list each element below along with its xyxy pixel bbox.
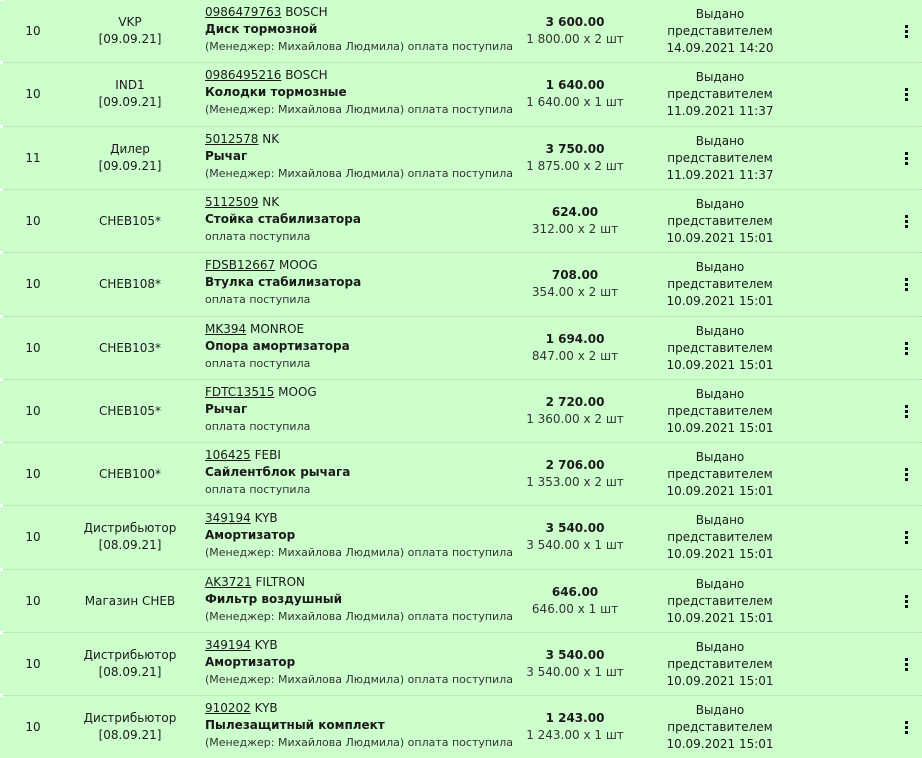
status-text: Выдано [695,133,745,148]
supplier-date: [09.09.21] [98,159,162,173]
item-brand: NK [262,132,280,146]
order-row [0,379,922,442]
item-brand: NK [262,195,280,209]
price-cell [520,127,630,189]
status-text: Выдано [695,576,745,591]
status-cell [660,127,780,189]
status-cell [660,380,780,442]
status-cell [660,317,780,379]
item-article-line [205,447,505,464]
article-code-link[interactable]: 5012578 [205,132,259,146]
status-text: представителем [667,23,773,38]
item-article-line [205,131,505,148]
order-quantity: 10 [25,404,41,418]
status-date: 10.09.2021 15:01 [666,546,774,561]
supplier-cell [80,443,180,505]
order-quantity-cell [0,63,66,125]
status-text: Выдано [695,639,745,654]
item-brand: MOOG [279,258,318,272]
supplier-cell [80,63,180,125]
supplier-name: Дистрибьютор [83,711,177,725]
item-article-line [205,384,505,401]
supplier-name: CHEB100* [98,466,162,481]
price-cell [520,380,630,442]
order-quantity-cell [0,190,66,252]
item-note: (Менеджер: Михайлова Людмила) оплата поступила [205,103,513,116]
order-quantity-cell [0,253,66,315]
item-note: оплата поступила [205,230,311,243]
status-text: Выдано [695,702,745,717]
status-date: 10.09.2021 15:01 [666,293,774,308]
order-row [0,569,922,632]
price-unit: 3 540.00 x 1 шт [526,538,624,552]
supplier-name: CHEB105* [98,213,162,228]
price-unit: 847.00 x 2 шт [531,349,619,363]
order-row [0,695,922,758]
price-cell [520,633,630,695]
price-cell [520,506,630,568]
status-cell [660,253,780,315]
row-menu-button[interactable] [896,570,916,632]
item-brand: BOSCH [285,68,328,82]
order-quantity-cell [0,633,66,695]
item-name: Диск тормозной [205,22,318,36]
order-quantity-cell [0,380,66,442]
supplier-name: CHEB108* [98,276,162,291]
more-vertical-icon [905,88,908,101]
price-total: 3 540.00 [545,521,605,535]
item-cell [205,447,505,498]
order-quantity-cell [0,506,66,568]
price-unit: 354.00 x 2 шт [531,285,619,299]
item-cell [205,637,513,688]
item-note: (Менеджер: Михайлова Людмила) оплата поступила [205,610,513,623]
item-cell [205,384,505,435]
status-cell [660,63,780,125]
more-vertical-icon [905,405,908,418]
supplier-cell [80,0,180,62]
supplier-name: Дилер [110,142,150,156]
row-menu-button[interactable] [896,190,916,252]
status-text: представителем [667,466,773,481]
supplier-cell [80,506,180,568]
status-cell [660,570,780,632]
more-vertical-icon [905,721,908,734]
item-article-line [205,67,505,84]
price-unit: 1 800.00 x 2 шт [526,32,624,46]
price-unit: 646.00 x 1 шт [531,602,619,616]
price-total: 2 720.00 [545,395,605,409]
item-name: Амортизатор [205,528,296,542]
item-cell [205,131,513,182]
row-menu-button[interactable] [896,443,916,505]
supplier-name: Дистрибьютор [83,648,177,662]
status-text: Выдано [695,6,745,21]
status-text: Выдано [695,323,745,338]
status-date: 11.09.2021 11:37 [666,167,774,182]
more-vertical-icon [905,531,908,544]
price-cell [520,317,630,379]
item-brand: KYB [254,701,278,715]
item-name: Опора амортизатора [205,339,350,353]
item-article-line [205,637,505,654]
item-brand: KYB [254,511,278,525]
more-vertical-icon [905,215,908,228]
status-text: представителем [667,86,773,101]
item-brand: MONROE [249,322,305,336]
status-cell [660,190,780,252]
row-menu-button[interactable] [896,127,916,189]
price-total: 624.00 [551,205,599,219]
price-total: 1 640.00 [545,78,605,92]
item-name: Стойка стабилизатора [205,212,361,226]
order-quantity-cell [0,127,66,189]
item-name: Втулка стабилизатора [205,275,362,289]
status-text: представителем [667,656,773,671]
status-text: Выдано [695,512,745,527]
supplier-date: [08.09.21] [98,538,162,552]
price-unit: 1 640.00 x 1 шт [526,95,624,109]
status-text: представителем [667,213,773,228]
status-text: представителем [667,593,773,608]
item-note: оплата поступила [205,293,311,306]
status-date: 10.09.2021 15:01 [666,736,774,751]
item-article-line [205,510,505,527]
item-note: (Менеджер: Михайлова Людмила) оплата поступила [205,673,513,686]
order-quantity: 10 [25,214,41,228]
row-menu-button[interactable] [896,633,916,695]
item-brand: BOSCH [285,5,328,19]
price-total: 646.00 [551,585,599,599]
price-unit: 1 360.00 x 2 шт [526,412,624,426]
more-vertical-icon [905,25,908,38]
supplier-cell [80,696,180,758]
order-quantity: 10 [25,277,41,291]
order-row [0,189,922,252]
supplier-date: [09.09.21] [98,95,162,109]
status-date: 11.09.2021 11:37 [666,103,774,118]
supplier-cell [80,570,180,632]
item-article-line [205,257,505,274]
item-brand: KYB [254,638,278,652]
item-cell [205,700,513,751]
status-text: представителем [667,403,773,418]
order-row [0,632,922,695]
supplier-date: [08.09.21] [98,665,162,679]
status-date: 10.09.2021 15:01 [666,357,774,372]
article-code-link[interactable]: AK3721 [205,575,252,589]
order-quantity: 11 [25,151,41,165]
supplier-name: Магазин CHEB [84,593,176,608]
status-cell [660,443,780,505]
status-text: представителем [667,150,773,165]
item-name: Рычаг [205,149,248,163]
price-total: 1 694.00 [545,332,605,346]
order-quantity: 10 [25,24,41,38]
item-name: Сайлентблок рычага [205,465,351,479]
price-total: 3 600.00 [545,15,605,29]
price-total: 2 706.00 [545,458,605,472]
status-text: представителем [667,276,773,291]
price-total: 3 540.00 [545,648,605,662]
item-cell [205,321,505,372]
row-menu-button[interactable] [896,63,916,125]
supplier-name: CHEB103* [98,340,162,355]
order-row [0,505,922,568]
item-article-line [205,321,505,338]
status-text: Выдано [695,196,745,211]
item-cell [205,510,513,561]
order-quantity: 10 [25,341,41,355]
order-quantity: 10 [25,720,41,734]
status-date: 10.09.2021 15:01 [666,673,774,688]
row-menu-button[interactable] [896,253,916,315]
price-unit: 1 353.00 x 2 шт [526,475,624,489]
article-code-link[interactable]: FDSB12667 [205,258,276,272]
order-row [0,62,922,125]
price-total: 708.00 [551,268,599,282]
article-code-link[interactable]: 349194 [205,638,251,652]
status-date: 14.09.2021 14:20 [666,40,774,55]
supplier-name: IND1 [115,78,145,92]
price-cell [520,253,630,315]
order-quantity: 10 [25,530,41,544]
item-brand: FEBI [254,448,281,462]
supplier-cell [80,253,180,315]
supplier-name: VKP [118,15,142,29]
article-code-link[interactable]: 5112509 [205,195,259,209]
item-article-line [205,700,505,717]
article-code-link[interactable]: 910202 [205,701,251,715]
item-note: (Менеджер: Михайлова Людмила) оплата поступила [205,546,513,559]
item-cell [205,574,513,625]
item-note: (Менеджер: Михайлова Людмила) оплата поступила [205,167,513,180]
order-row [0,252,922,315]
row-menu-button[interactable] [896,506,916,568]
order-quantity: 10 [25,657,41,671]
item-cell [205,194,505,245]
status-text: Выдано [695,449,745,464]
status-text: Выдано [695,386,745,401]
price-unit: 1 875.00 x 2 шт [526,159,624,173]
supplier-cell [80,317,180,379]
item-article-line [205,4,505,21]
row-menu-button[interactable] [896,317,916,379]
item-note: оплата поступила [205,483,311,496]
item-brand: FILTRON [255,575,306,589]
price-total: 1 243.00 [545,711,605,725]
article-code-link[interactable]: MK394 [205,322,247,336]
row-menu-button[interactable] [896,696,916,758]
price-cell [520,0,630,62]
order-quantity: 10 [25,467,41,481]
item-name: Амортизатор [205,655,296,669]
supplier-cell [80,127,180,189]
status-text: представителем [667,529,773,544]
more-vertical-icon [905,468,908,481]
status-text: Выдано [695,69,745,84]
status-cell [660,633,780,695]
supplier-cell [80,633,180,695]
more-vertical-icon [905,342,908,355]
item-cell [205,67,513,118]
item-name: Рычаг [205,402,248,416]
row-menu-button[interactable] [896,0,916,62]
order-row [0,316,922,379]
item-cell [205,4,513,55]
status-date: 10.09.2021 15:01 [666,420,774,435]
item-note: оплата поступила [205,357,311,370]
more-vertical-icon [905,595,908,608]
item-name: Пылезащитный комплект [205,718,385,732]
article-code-link[interactable]: FDTC13515 [205,385,275,399]
supplier-date: [08.09.21] [98,728,162,742]
order-quantity: 10 [25,594,41,608]
order-quantity-cell [0,443,66,505]
order-row [0,0,922,62]
supplier-cell [80,380,180,442]
order-quantity-cell [0,570,66,632]
order-quantity-cell [0,0,66,62]
more-vertical-icon [905,152,908,165]
price-cell [520,696,630,758]
item-name: Фильтр воздушный [205,592,343,606]
order-quantity-cell [0,696,66,758]
status-cell [660,696,780,758]
item-brand: MOOG [278,385,317,399]
supplier-name: Дистрибьютор [83,521,177,535]
more-vertical-icon [905,278,908,291]
item-article-line [205,574,505,591]
order-row [0,126,922,189]
price-cell [520,570,630,632]
item-note: оплата поступила [205,420,311,433]
order-row [0,442,922,505]
price-total: 3 750.00 [545,142,605,156]
supplier-date: [09.09.21] [98,32,162,46]
price-cell [520,63,630,125]
order-quantity: 10 [25,87,41,101]
status-date: 10.09.2021 15:01 [666,483,774,498]
article-code-link[interactable]: 0986495216 [205,68,282,82]
status-text: представителем [667,340,773,355]
price-unit: 312.00 x 2 шт [531,222,619,236]
status-cell [660,506,780,568]
status-text: Выдано [695,259,745,274]
price-unit: 1 243.00 x 1 шт [526,728,624,742]
item-cell [205,257,505,308]
item-note: (Менеджер: Михайлова Людмила) оплата поступила [205,40,513,53]
price-cell [520,443,630,505]
article-code-link[interactable]: 349194 [205,511,251,525]
item-note: (Менеджер: Михайлова Людмила) оплата поступила [205,736,513,749]
row-menu-button[interactable] [896,380,916,442]
supplier-cell [80,190,180,252]
supplier-name: CHEB105* [98,403,162,418]
status-text: представителем [667,719,773,734]
item-name: Колодки тормозные [205,85,347,99]
more-vertical-icon [905,658,908,671]
price-unit: 3 540.00 x 1 шт [526,665,624,679]
article-code-link[interactable]: 106425 [205,448,251,462]
item-article-line [205,194,505,211]
status-date: 10.09.2021 15:01 [666,610,774,625]
order-quantity-cell [0,317,66,379]
status-date: 10.09.2021 15:01 [666,230,774,245]
price-cell [520,190,630,252]
status-cell [660,0,780,62]
article-code-link[interactable]: 0986479763 [205,5,282,19]
